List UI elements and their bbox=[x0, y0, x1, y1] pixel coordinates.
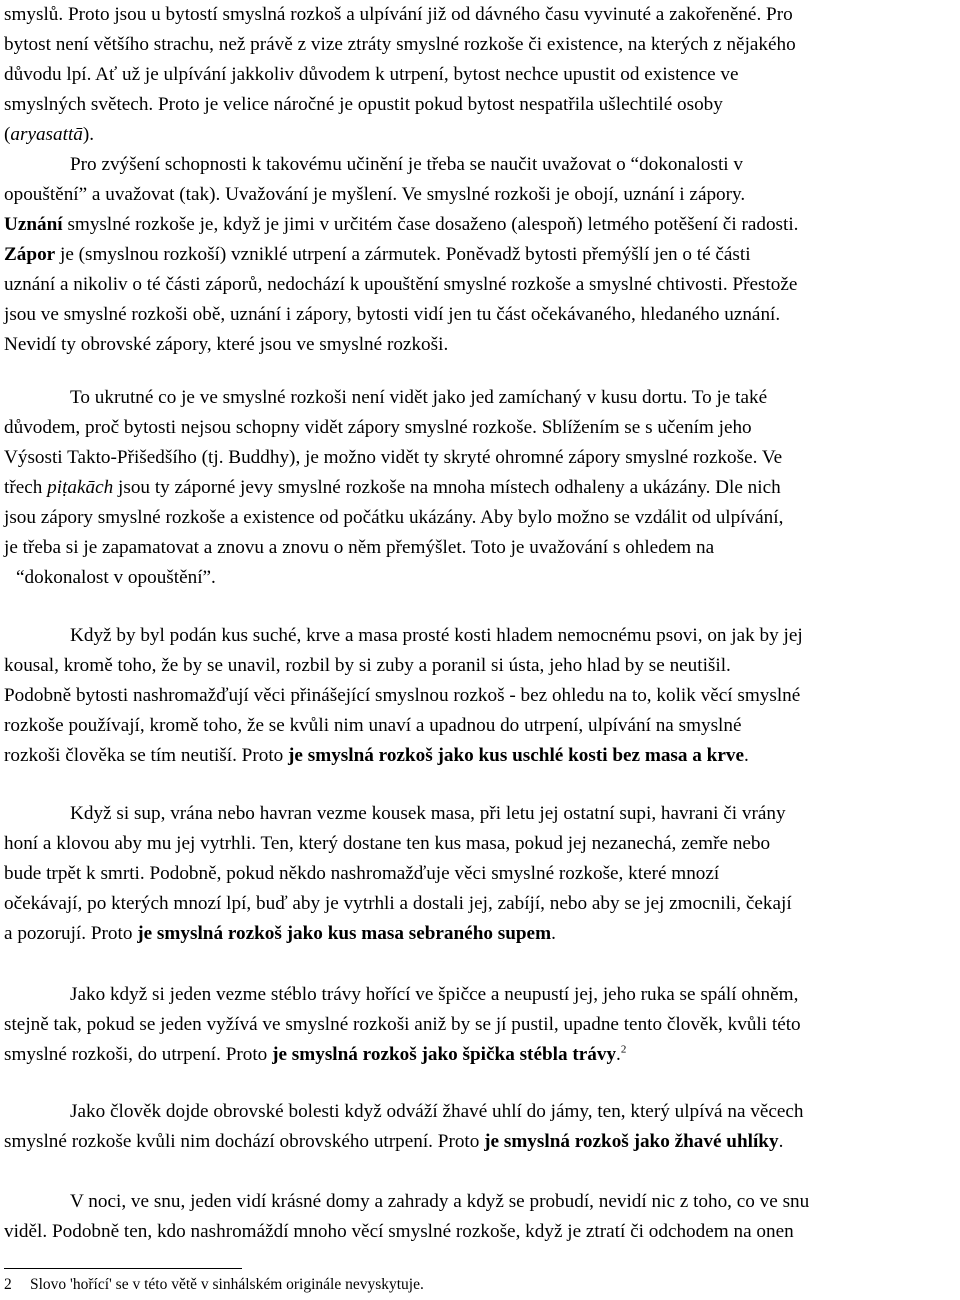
text-line bbox=[4, 210, 960, 240]
text-run: smyslných světech. Proto je velice náročné je opustit pokud bytost nespatřila ušlechtilé osoby bbox=[4, 94, 723, 115]
text-line bbox=[4, 1097, 960, 1127]
text-line bbox=[4, 90, 960, 120]
text-line bbox=[4, 330, 960, 360]
text-run: bytost není většího strachu, než právě z vize ztráty smyslné rozkoše či existence, na kterých z nějakého bbox=[4, 34, 796, 55]
footnote-text: Slovo 'hořící' se v této větě v sinhálském originále nevyskytuje. bbox=[30, 1276, 424, 1293]
text-line bbox=[4, 30, 960, 60]
paragraph bbox=[4, 621, 960, 771]
text-run: jsou ve smyslné rozkoši obě, uznání i zápory, bytosti vidí jen tu část očekávaného, hledaného uznání. bbox=[4, 304, 781, 325]
footnote-ref: 2 bbox=[620, 1043, 627, 1056]
text-line bbox=[4, 889, 960, 919]
text-run: důvodu lpí. Ať už je ulpívání jakkoliv důvodem k utrpení, bytost nechce upustit od existence ve bbox=[4, 64, 739, 85]
paragraph bbox=[4, 1187, 960, 1247]
text-line bbox=[4, 1187, 960, 1217]
text-line bbox=[4, 1127, 960, 1157]
text-line bbox=[4, 711, 960, 741]
text-run: rozkoši člověka se tím neutiší. Proto bbox=[4, 745, 289, 766]
text-run: opouštění” a uvažovat (tak). Uvažování je myšlení. Ve smyslné rozkoši je obojí, uznání i zápory. bbox=[4, 184, 746, 205]
paragraph bbox=[4, 0, 960, 360]
text-run: Když by byl podán kus suché, krve a masa prosté kosti hladem nemocnému psovi, on jak by jej bbox=[70, 625, 803, 646]
text-line bbox=[4, 150, 960, 180]
text-run: ( bbox=[4, 124, 11, 145]
text-run: V noci, ve snu, jeden vidí krásné domy a zahrady a když se probudí, nevidí nic z toho, co ve snu bbox=[70, 1191, 810, 1212]
text-line bbox=[4, 413, 960, 443]
bold-text: je smyslná rozkoš jako kus masa sebraného supem bbox=[137, 923, 552, 944]
text-line bbox=[4, 533, 960, 563]
text-line bbox=[4, 829, 960, 859]
text-run: Nevidí ty obrovské zápory, které jsou ve smyslné rozkoši. bbox=[4, 334, 449, 355]
text-line bbox=[4, 621, 960, 651]
text-line bbox=[4, 503, 960, 533]
paragraph bbox=[4, 383, 960, 593]
text-run: smyslné rozkoši, do utrpení. Proto bbox=[4, 1044, 273, 1065]
paragraph bbox=[4, 1097, 960, 1157]
text-line bbox=[4, 651, 960, 681]
text-run: . bbox=[551, 923, 556, 944]
bold-text: je smyslná rozkoš jako špička stébla trávy bbox=[272, 1044, 617, 1065]
text-line bbox=[4, 681, 960, 711]
footnote bbox=[4, 1274, 424, 1296]
text-line bbox=[4, 741, 960, 771]
text-run: třech bbox=[4, 477, 48, 498]
italic-text: aryasattā bbox=[10, 124, 83, 145]
text-run: Pro zvýšení schopnosti k takovému učinění je třeba se naučit uvažovat o “dokonalosti v bbox=[70, 154, 743, 175]
text-line bbox=[4, 473, 960, 503]
text-run: bude trpět k smrti. Podobně, pokud někdo nashromažďuje věci smyslné rozkoše, které mnozí bbox=[4, 863, 720, 884]
text-run: jsou ty záporné jevy smyslné rozkoše na mnoha místech odhaleny a ukázány. Dle nich bbox=[113, 477, 781, 498]
text-run: ). bbox=[82, 124, 95, 145]
footnote-number: 2 bbox=[4, 1276, 12, 1293]
bold-text: Uznání bbox=[4, 214, 63, 235]
paragraph bbox=[4, 980, 960, 1070]
text-line bbox=[4, 120, 960, 150]
text-line bbox=[4, 443, 960, 473]
text-line bbox=[4, 270, 960, 300]
text-run: Jako když si jeden vezme stéblo trávy hořící ve špičce a neupustí jej, jeho ruka se spálí ohněm, bbox=[70, 984, 799, 1005]
bold-text: je smyslná rozkoš jako kus uschlé kosti bez masa a krve bbox=[288, 745, 744, 766]
text-run: . bbox=[743, 745, 749, 766]
text-line bbox=[4, 240, 960, 270]
text-line bbox=[4, 383, 960, 413]
text-line bbox=[4, 1010, 960, 1040]
text-run: rozkoše používají, kromě toho, že se kvůli nim unaví a upadnou do utrpení, ulpívání na smyslné bbox=[4, 715, 742, 736]
footnote-divider bbox=[4, 1268, 242, 1269]
text-run: stejně tak, pokud se jeden vyžívá ve smyslné rozkoši aniž by se jí pustil, upadne tento člověk, kvůli této bbox=[4, 1014, 801, 1035]
text-line bbox=[4, 919, 960, 949]
text-run: smyslné rozkoše je, když je jimi v určitém čase dosaženo (alespoň) letmého potěšení či radosti. bbox=[62, 214, 799, 235]
text-line bbox=[4, 1040, 960, 1070]
text-line bbox=[4, 799, 960, 829]
text-run: smyslné rozkoše kvůli nim dochází obrovského utrpení. Proto bbox=[4, 1131, 485, 1152]
text-run: Jako člověk dojde obrovské bolesti když odváží žhavé uhlí do jámy, ten, který ulpívá na věcech bbox=[70, 1101, 804, 1122]
text-run: Výsosti Takto-Přišedšího (tj. Buddhy), je možno vidět ty skryté ohromné zápory smyslné rozkoše. Ve bbox=[4, 447, 783, 468]
text-run: To ukrutné co je ve smyslné rozkoši není vidět jako jed zamíchaný v kusu dortu. To je také bbox=[70, 387, 768, 408]
italic-text: piṭakāch bbox=[47, 477, 114, 498]
text-line bbox=[4, 0, 960, 30]
text-run: honí a klovou aby mu jej vytrhli. Ten, který dostane ten kus masa, pokud jej nezanechá, zemře nebo bbox=[4, 833, 771, 854]
text-run: Podobně bytosti nashromažďují věci přinášející smyslnou rozkoš - bez ohledu na to, kolik věcí smyslné bbox=[4, 685, 801, 706]
bold-text: Zápor bbox=[4, 244, 56, 265]
text-run: “dokonalost v opouštění”. bbox=[16, 567, 216, 588]
text-line bbox=[4, 1217, 960, 1247]
text-run: smyslů. Proto jsou u bytostí smyslná rozkoš a ulpívání již od dávného času vyvinuté a zakořeněné. Pro bbox=[4, 4, 793, 25]
text-run: je (smyslnou rozkoší) vzniklé utrpení a zármutek. Poněvadž bytosti přemýšlí jen o té části bbox=[55, 244, 751, 265]
text-run: důvodem, proč bytosti nejsou schopny vidět zápory smyslné rozkoše. Sblížením se s učením jeho bbox=[4, 417, 752, 438]
text-run: Když si sup, vrána nebo havran vezme kousek masa, při letu jej ostatní supi, havrani či vrány bbox=[70, 803, 786, 824]
text-line bbox=[4, 60, 960, 90]
text-run: kousal, kromě toho, že by se unavil, rozbil by si zuby a poranil si ústa, jeho hlad by se neutišil. bbox=[4, 655, 731, 676]
bold-text: je smyslná rozkoš jako žhavé uhlíky bbox=[484, 1131, 779, 1152]
text-line bbox=[4, 300, 960, 330]
text-line bbox=[4, 980, 960, 1010]
text-run: jsou zápory smyslné rozkoše a existence od počátku ukázány. Aby bylo možno se vzdálit od ulpívání, bbox=[4, 507, 784, 528]
paragraph bbox=[4, 799, 960, 949]
text-run: a pozorují. Proto bbox=[4, 923, 138, 944]
text-run: viděl. Podobně ten, kdo nashromáždí mnoho věcí smyslné rozkoše, když je ztratí či odchodem na onen bbox=[4, 1221, 794, 1242]
text-line bbox=[4, 180, 960, 210]
text-run: . bbox=[616, 1044, 621, 1065]
text-run: . bbox=[778, 1131, 784, 1152]
text-run: uznání a nikoliv o té části záporů, nedochází k upouštění smyslné rozkoše a smyslné chtivosti. Přestože bbox=[4, 274, 798, 295]
text-line bbox=[4, 563, 960, 593]
text-run: je třeba si je zapamatovat a znovu a znovu o něm přemýšlet. Toto je uvažování s ohledem na bbox=[4, 537, 715, 558]
text-line bbox=[4, 859, 960, 889]
text-run: očekávají, po kterých mnozí lpí, buď aby je vytrhli a dostali jej, zabíjí, nebo aby se jej zmocnili, čekají bbox=[4, 893, 792, 914]
